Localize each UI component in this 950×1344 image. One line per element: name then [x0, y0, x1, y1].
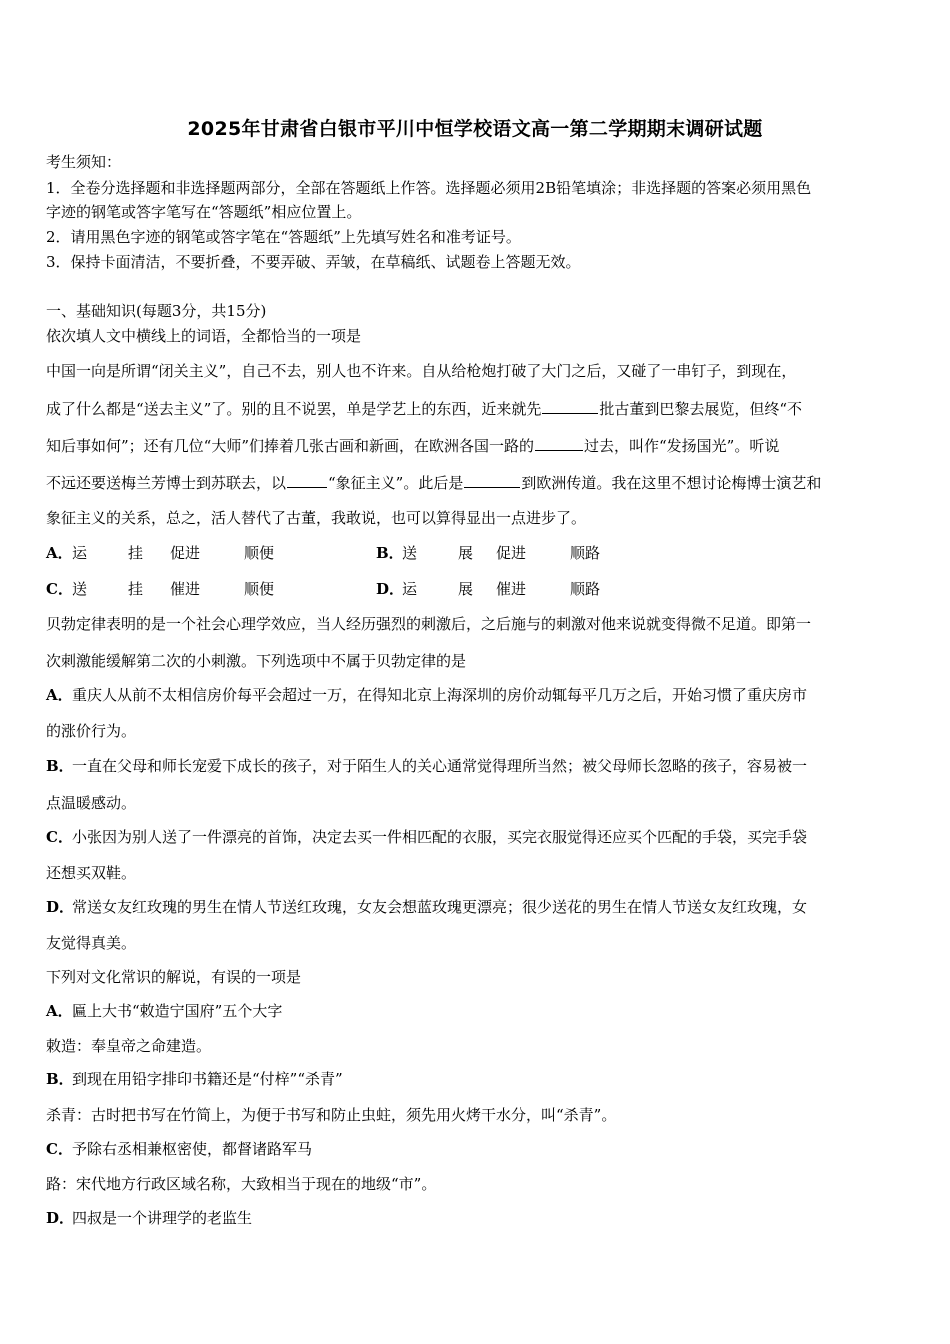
- answer-blank-2: [535, 434, 583, 451]
- option-word: 催进: [496, 580, 527, 598]
- option-word: 送: [72, 580, 88, 598]
- option-word: 促进: [170, 544, 201, 562]
- q2-option-c-cont: 还想买双鞋。: [46, 864, 137, 882]
- q2-stem-line-2: 次刺激能缓解第二次的小刺激。下列选项中不属于贝勃定律的是: [46, 652, 467, 670]
- q1-passage-line-5: 象征主义的关系，总之，活人替代了古董，我敢说，也可以算得显出一点进步了。: [46, 509, 587, 527]
- q2-stem-line-1: 贝勃定律表明的是一个社会心理学效应，当人经历强烈的刺激后，之后施与的刺激对他来说就变得微不足道。即第一: [46, 615, 812, 633]
- option-label: D．: [376, 580, 405, 598]
- q3-option-b[interactable]: [46, 1069, 908, 1089]
- option-label: D．: [46, 1209, 75, 1227]
- answer-blank-1: [542, 397, 598, 414]
- q1-passage-line-4: [46, 471, 908, 493]
- q2-option-a-cont: 的涨价行为。: [46, 722, 137, 740]
- notice-item-1: 1．全卷分选择题和非选择题两部分，全部在答题纸上作答。选择题必须用2B铅笔填涂；非选择题的答案必须用黑色: [46, 179, 812, 197]
- option-word: 运: [72, 544, 88, 562]
- q1-passage-line-3: [46, 434, 908, 456]
- option-text: 重庆人从前不太相信房价每平会超过一万，在得知北京上海深圳的房价动辄每平几万之后，开始习惯了重庆房市: [72, 686, 808, 704]
- q3-stem: 下列对文化常识的解说，有误的一项是: [46, 968, 302, 986]
- q2-option-b[interactable]: [46, 756, 908, 776]
- option-label: B．: [46, 1070, 74, 1088]
- q3-option-d[interactable]: [46, 1208, 908, 1228]
- option-text: 四叔是一个讲理学的老监生: [72, 1209, 253, 1227]
- q1-passage-line-2: [46, 397, 908, 419]
- option-word: 挂: [128, 580, 144, 598]
- exam-title: 2025年甘肃省白银市平川中恒学校语文高一第二学期期末调研试题: [187, 118, 763, 140]
- q1-options-row-2: [46, 579, 908, 599]
- q1-options-row-1: [46, 543, 908, 563]
- q2-option-a[interactable]: [46, 685, 908, 705]
- option-label: C．: [46, 1140, 73, 1158]
- option-text: 小张因为别人送了一件漂亮的首饰，决定去买一件相匹配的衣服，买完衣服觉得还应买个匹配的手袋，买完手袋: [72, 828, 808, 846]
- option-word: 催进: [170, 580, 201, 598]
- option-word: 顺路: [570, 544, 601, 562]
- q3-option-a-note: 敕造：奉皇帝之命建造。: [46, 1037, 212, 1055]
- passage-text: 知后事如何”；还有几位“大师”们捧着几张古画和新画，在欧洲各国一路的: [46, 437, 535, 455]
- answer-blank-3: [287, 471, 327, 488]
- q2-option-c[interactable]: [46, 827, 908, 847]
- option-word: 顺便: [244, 544, 275, 562]
- option-word: 促进: [496, 544, 527, 562]
- q2-option-b-cont: 点温暖感动。: [46, 794, 137, 812]
- option-text: 一直在父母和师长宠爱下成长的孩子，对于陌生人的关心通常觉得理所当然；被父母师长忽略的孩子，容易被一: [72, 757, 808, 775]
- option-text: 予除右丞相兼枢密使，都督诸路军马: [72, 1140, 313, 1158]
- option-label: A．: [46, 686, 73, 704]
- notice-heading: 考生须知：: [46, 153, 122, 171]
- q3-option-c-note: 路：宋代地方行政区域名称，大致相当于现在的地级“市”。: [46, 1175, 437, 1193]
- option-text: 到现在用铅字排印书籍还是“付梓”“杀青”: [72, 1070, 343, 1088]
- option-word: 顺便: [244, 580, 275, 598]
- passage-text: 过去，叫作“发扬国光”。听说: [584, 437, 780, 455]
- option-label: D．: [46, 898, 75, 916]
- notice-item-3: 3．保持卡面清洁，不要折叠，不要弄破、弄皱，在草稿纸、试题卷上答题无效。: [46, 253, 581, 271]
- q1-option-a[interactable]: [46, 543, 376, 563]
- option-word: 展: [458, 544, 474, 562]
- passage-text: 不远还要送梅兰芳博士到苏联去，以: [46, 474, 287, 492]
- option-label: C．: [46, 580, 73, 598]
- option-word: 送: [402, 544, 418, 562]
- q3-option-a[interactable]: [46, 1001, 908, 1021]
- q1-passage-line-1: 中国一向是所谓“闭关主义”，自己不去，别人也不许来。自从给枪炮打破了大门之后，又碰了一串钉子，到现在，: [46, 362, 797, 380]
- option-label: B．: [46, 757, 74, 775]
- q3-option-c[interactable]: [46, 1139, 908, 1159]
- q3-option-b-note: 杀青：古时把书写在竹简上，为便于书写和防止虫蛀，须先用火烤干水分，叫“杀青”。: [46, 1106, 617, 1124]
- option-word: 运: [402, 580, 418, 598]
- option-word: 顺路: [570, 580, 601, 598]
- option-label: A．: [46, 1002, 73, 1020]
- q1-option-d[interactable]: [376, 579, 600, 599]
- passage-text: “象征主义”。此后是: [328, 474, 464, 492]
- passage-text: 成了什么都是“送去主义”了。别的且不说罢，单是学艺上的东西，近来就先: [46, 400, 542, 418]
- option-word: 展: [458, 580, 474, 598]
- q2-option-d-cont: 友觉得真美。: [46, 934, 137, 952]
- q1-option-b[interactable]: [376, 543, 600, 563]
- notice-item-1-cont: 字迹的钢笔或答字笔写在“答题纸”相应位置上。: [46, 203, 362, 221]
- q1-stem: 依次填人文中横线上的词语，全都恰当的一项是: [46, 327, 362, 345]
- passage-text: 到欧洲传道。我在这里不想讨论梅博士演艺和: [521, 474, 822, 492]
- section-heading: 一、基础知识(每题3分，共15分): [46, 302, 267, 320]
- answer-blank-4: [464, 471, 520, 488]
- option-label: A．: [46, 544, 73, 562]
- q1-option-c[interactable]: [46, 579, 376, 599]
- option-label: C．: [46, 828, 73, 846]
- option-text: 常送女友红玫瑰的男生在情人节送红玫瑰，女友会想蓝玫瑰更漂亮；很少送花的男生在情人节送女友红玫瑰，女: [72, 898, 808, 916]
- notice-item-2: 2．请用黑色字迹的钢笔或答字笔在“答题纸”上先填写姓名和准考证号。: [46, 228, 521, 246]
- q2-option-d[interactable]: [46, 897, 908, 917]
- option-word: 挂: [128, 544, 144, 562]
- passage-text: 批古董到巴黎去展览，但终“不: [599, 400, 803, 418]
- option-text: 匾上大书“敕造宁国府”五个大字: [72, 1002, 283, 1020]
- option-label: B．: [376, 544, 404, 562]
